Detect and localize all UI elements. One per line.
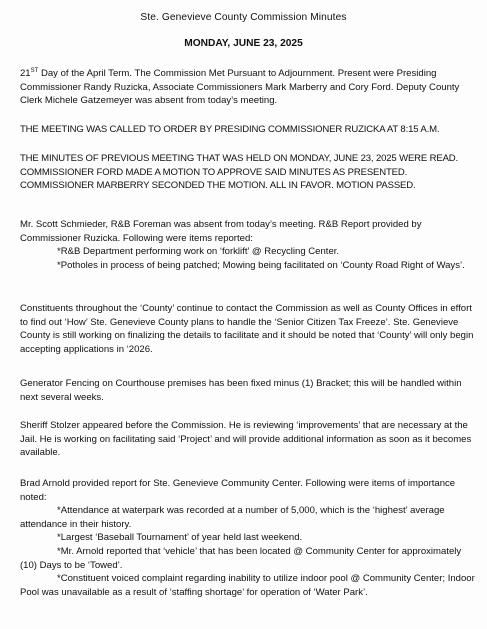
- attendance-text: Day of the April Term. The Commission Met Pursuant to Adjournment. Present were Presiding Commissioner Randy Ruzicka, Associate Commissioners Mark Marberry and Cory Ford. Deputy County Clerk Michele Gatzemeyer was absent from today’s meeting.: [20, 68, 460, 107]
- meeting-date: MONDAY, JUNE 23, 2025: [184, 38, 303, 49]
- document-title: Ste. Genevieve County Commission Minutes: [140, 12, 347, 23]
- community-center-item: *Largest ‘Baseball Tournament’ of year held last weekend.: [57, 532, 303, 544]
- generator-fencing-paragraph: Generator Fencing on Courthouse premises has been fixed minus (1) Bracket; this will be handled within next several weeks.: [20, 378, 462, 403]
- community-center-intro: Brad Arnold provided report for Ste. Genevieve Community Center. Following were items of importance noted:: [20, 478, 456, 503]
- community-center-item: *Constituent voiced complaint regarding inability to utilize indoor pool @ Community Center; Indoor Pool was unavailable as a result of ‘staffing shortage’ for operation of ‘Water Park’.: [20, 573, 475, 598]
- community-center-section: [20, 477, 480, 599]
- rb-report-item: *R&B Department performing work on ‘forklift’ @ Recycling Center.: [57, 246, 340, 258]
- term-day-suffix: ST: [30, 68, 39, 74]
- sheriff-paragraph: Sheriff Stolzer appeared before the Commission. He is reviewing ‘improvements’ that are necessary at the Jail. He is working on facilitating said ‘Project’ and will provide additional information as soon as it becomes available.: [20, 420, 472, 459]
- term-day-number: 21: [20, 68, 31, 79]
- rb-report-section: [20, 218, 480, 272]
- senior-tax-freeze-paragraph: Constituents throughout the ‘County’ continue to contact the Commission as well as County Offices in effort to find out ‘How’ Ste. Genevieve County plans to handle the ‘Senior Citizen Tax Freeze’. Ste. Genevieve County is still working on finalizing the details to facilitate and it should be noted that ‘County’ will only begin accepting applications in ‘2026.: [20, 303, 474, 355]
- community-center-item: *Mr. Arnold reported that ‘vehicle’ that has been located @ Community Center for approximately (10) Days to be ‘Towed’.: [20, 545, 462, 571]
- rb-report-item: *Potholes in process of being patched; Mowing being facilitated on ‘County Road Right of Ways’.: [57, 259, 465, 271]
- rb-report-intro: Mr. Scott Schmieder, R&B Foreman was absent from today’s meeting. R&B Report provided by Commissioner Ruzicka. Following were items reported:: [20, 219, 422, 244]
- previous-minutes-paragraph: THE MINUTES OF PREVIOUS MEETING THAT WAS HELD ON MONDAY, JUNE 23, 2025 WERE READ. COMMISSIONER FORD MADE A MOTION TO APPROVE SAID MINUTES AS PRESENTED. COMMISSIONER MARBERRY SECONDED THE MOTION. ALL IN FAVOR. MOTION PASSED.: [20, 153, 459, 192]
- call-to-order-paragraph: THE MEETING WAS CALLED TO ORDER BY PRESIDING COMMISSIONER RUZICKA AT 8:15 A.M.: [20, 124, 440, 135]
- community-center-item: *Attendance at waterpark was recorded at a number of 5,000, which is the ‘highest’ average attendance in their history.: [20, 505, 445, 530]
- attendance-paragraph: [20, 67, 480, 108]
